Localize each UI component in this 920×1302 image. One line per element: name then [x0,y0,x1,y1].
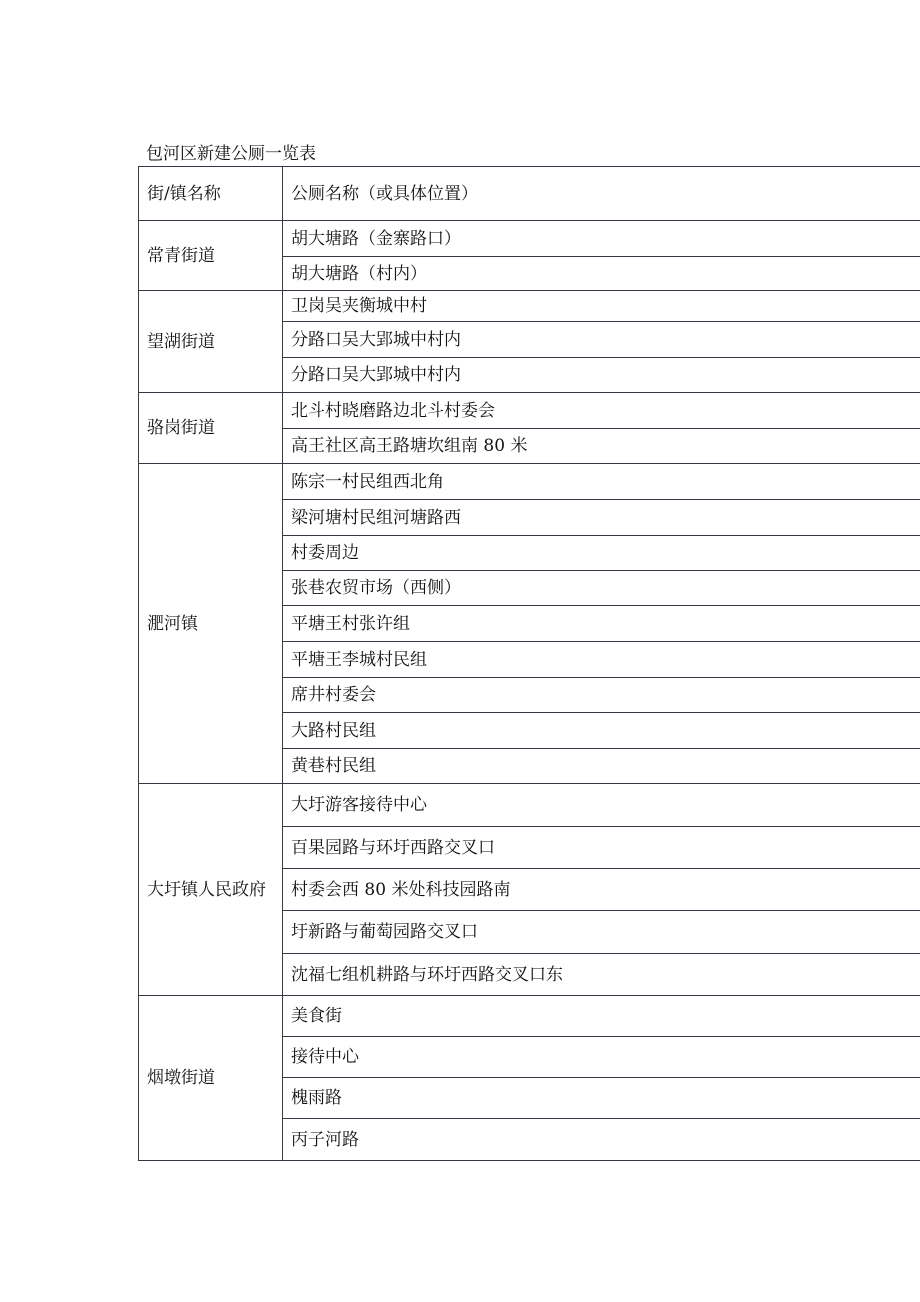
toilet-location-cell: 陈宗一村民组西北角 [283,464,920,500]
toilet-location-cell: 梁河塘村民组河塘路西 [283,500,920,536]
table-row [139,221,920,257]
toilet-location-cell: 美食街 [283,996,920,1037]
toilet-location-cell: 黄巷村民组 [283,749,920,784]
toilet-location-cell: 张巷农贸市场（西侧） [283,571,920,606]
district-cell: 骆岗街道 [139,393,283,464]
toilet-location-cell: 沈福七组机耕路与环圩西路交叉口东 [283,954,920,996]
table-row [139,291,920,322]
toilet-location-cell: 分路口吴大郢城中村内 [283,358,920,393]
district-cell: 烟墩街道 [139,996,283,1161]
district-cell: 淝河镇 [139,464,283,784]
toilet-location-cell: 卫岗吴夹衡城中村 [283,291,920,322]
toilet-location-cell: 席井村委会 [283,678,920,713]
header-district: 街/镇名称 [139,167,283,221]
toilet-location-cell: 百果园路与环圩西路交叉口 [283,827,920,869]
table-row [139,464,920,500]
toilet-location-cell: 分路口吴大郢城中村内 [283,322,920,358]
table-row [139,784,920,827]
toilet-location-cell: 胡大塘路（金寨路口） [283,221,920,257]
toilet-location-cell: 村委周边 [283,536,920,571]
district-cell: 望湖街道 [139,291,283,393]
toilet-location-cell: 村委会西 80 米处科技园路南 [283,869,920,911]
toilet-location-cell: 平塘王李城村民组 [283,642,920,678]
district-cell: 常青街道 [139,221,283,291]
table-header-row [139,167,920,221]
toilet-location-cell: 平塘王村张许组 [283,606,920,642]
toilet-location-cell: 北斗村晓磨路边北斗村委会 [283,393,920,429]
document-title: 包河区新建公厕一览表 [146,144,316,164]
toilet-location-cell: 高王社区高王路塘坎组南 80 米 [283,429,920,464]
toilet-location-cell: 圩新路与葡萄园路交叉口 [283,911,920,954]
toilet-location-cell: 接待中心 [283,1037,920,1078]
toilet-location-cell: 大路村民组 [283,713,920,749]
toilet-list-table [138,166,920,1161]
header-toilet-location: 公厕名称（或具体位置） [283,167,920,221]
table-row [139,393,920,429]
toilet-location-cell: 大圩游客接待中心 [283,784,920,827]
toilet-location-cell: 丙子河路 [283,1119,920,1161]
table-row [139,996,920,1037]
toilet-location-cell: 胡大塘路（村内） [283,257,920,291]
district-cell: 大圩镇人民政府 [139,784,283,996]
toilet-location-cell: 槐雨路 [283,1078,920,1119]
